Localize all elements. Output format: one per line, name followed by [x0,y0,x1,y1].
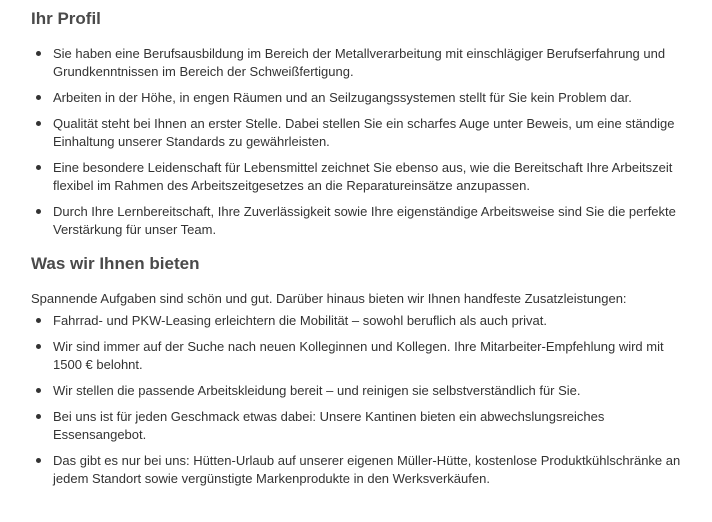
list-item [31,159,696,195]
list-item-text: Qualität steht bei Ihnen an erster Stelle. Dabei stellen Sie ein scharfes Auge unter Beweis, um eine ständige Einhaltung unserer Standards zu gewährleisten. [53,116,675,149]
profile-list [31,45,696,239]
list-item-text: Das gibt es nur bei uns: Hütten-Urlaub auf unserer eigenen Müller-Hütte, kostenlose Produktkühlschränke an jedem Standort sowie vergünstigte Markenprodukte in den Werksverkäufen. [53,453,681,486]
list-item [31,338,696,374]
bullet-icon [36,414,41,419]
list-item-text: Sie haben eine Berufsausbildung im Bereich der Metallverarbeitung mit einschlägiger Berufserfahrung und Grundkenntnissen im Bereich der Schweißfertigung. [53,46,666,79]
bullet-icon [36,51,41,56]
bullet-icon [36,318,41,323]
profile-heading: Ihr Profil [31,9,101,28]
bullet-icon [36,458,41,463]
list-item [31,115,696,151]
list-item [31,203,696,239]
list-item [31,312,696,330]
offer-section [31,253,696,488]
list-item-text: Eine besondere Leidenschaft für Lebensmittel zeichnet Sie ebenso aus, wie die Bereitschaft Ihre Arbeitszeit flexibel im Rahmen des Arbeitszeitgesetzes an die Reparatureinsätze anzupassen. [53,160,673,193]
list-item-text: Durch Ihre Lernbereitschaft, Ihre Zuverlässigkeit sowie Ihre eigenständige Arbeitsweise sind Sie die perfekte Verstärkung für unser Team. [53,204,676,237]
list-item-text: Bei uns ist für jeden Geschmack etwas dabei: Unsere Kantinen bieten ein abwechslungsreiches Essensangebot. [53,409,605,442]
list-item [31,452,696,488]
bullet-icon [36,165,41,170]
list-item [31,382,696,400]
offer-intro: Spannende Aufgaben sind schön und gut. Darüber hinaus bieten wir Ihnen handfeste Zusatzleistungen: [31,291,627,306]
offer-list [31,312,696,488]
offer-heading: Was wir Ihnen bieten [31,254,200,273]
list-item [31,89,696,107]
list-item [31,408,696,444]
list-item [31,45,696,81]
bullet-icon [36,209,41,214]
bullet-icon [36,388,41,393]
bullet-icon [36,95,41,100]
profile-section [31,8,696,239]
list-item-text: Fahrrad- und PKW-Leasing erleichtern die Mobilität – sowohl beruflich als auch privat. [53,313,548,328]
list-item-text: Wir sind immer auf der Suche nach neuen Kolleginnen und Kollegen. Ihre Mitarbeiter-Empfehlung wird mit 1500 € belohnt. [53,339,664,372]
bullet-icon [36,121,41,126]
bullet-icon [36,344,41,349]
list-item-text: Arbeiten in der Höhe, in engen Räumen und an Seilzugangssystemen stellt für Sie kein Problem dar. [53,90,632,105]
list-item-text: Wir stellen die passende Arbeitskleidung bereit – und reinigen sie selbstverständlich für Sie. [53,383,581,398]
